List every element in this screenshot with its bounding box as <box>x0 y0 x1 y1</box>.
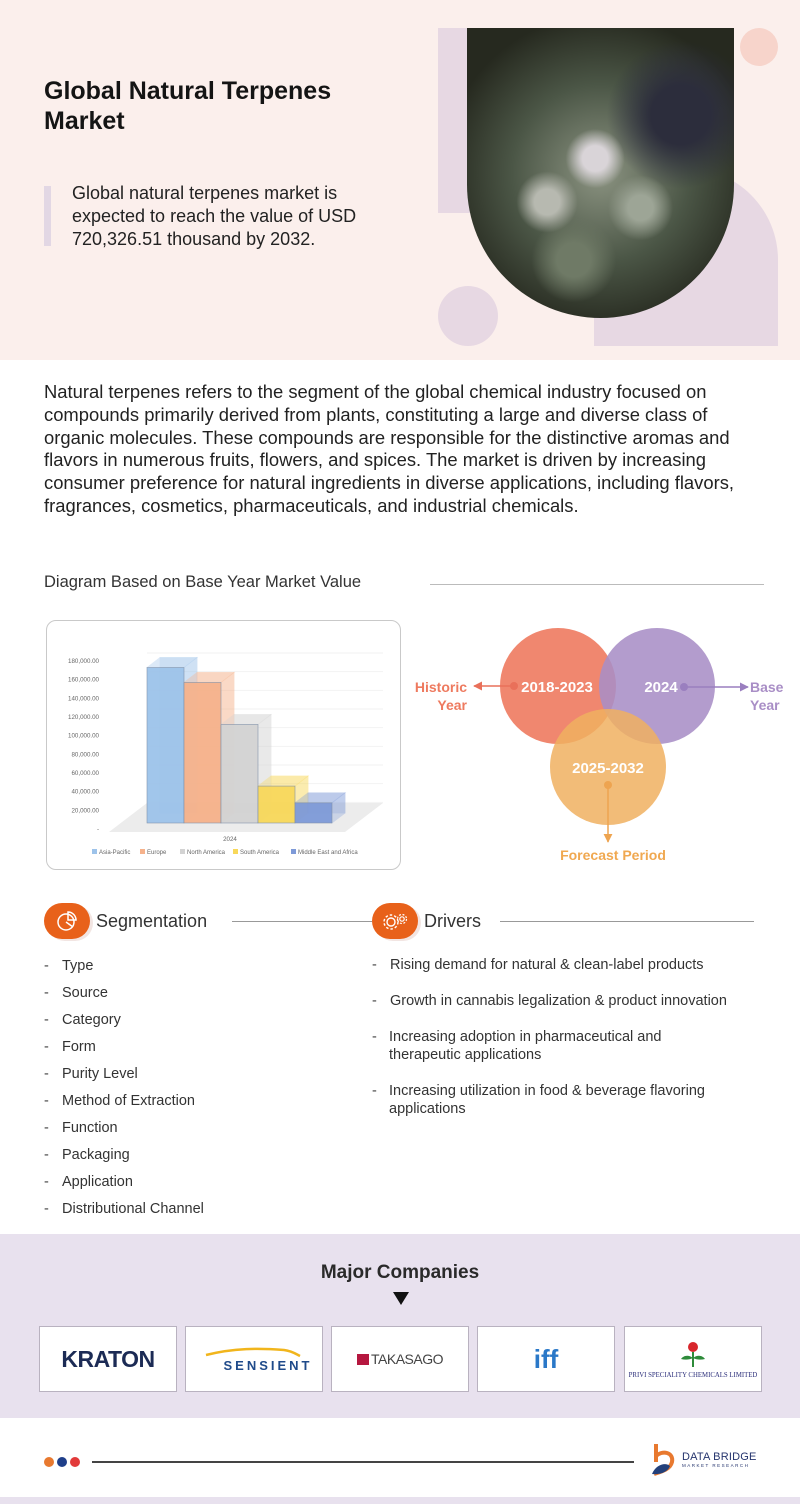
historic-dot <box>510 682 518 690</box>
y-tick-label: 60,000.00 <box>71 770 99 777</box>
legend-label-3: South America <box>240 850 280 856</box>
kraton-logo-text: KRATON <box>61 1345 155 1372</box>
footer-dot-red <box>70 1457 80 1467</box>
company-logo-takasago <box>331 1326 469 1392</box>
legend-swatch-1 <box>140 849 145 854</box>
hero-image <box>467 28 734 318</box>
x-category-label: 2024 <box>223 836 237 843</box>
bar-4 <box>295 803 332 823</box>
data-bridge-logo <box>648 1442 757 1476</box>
company-logo-privi <box>624 1326 762 1392</box>
privi-logo-text: PRIVI SPECIALITY CHEMICALS LIMITED <box>628 1371 758 1379</box>
drivers-header <box>372 903 481 939</box>
takasago-logo-text: TAKASAGO <box>371 1351 443 1367</box>
legend-swatch-3 <box>233 849 238 854</box>
legend-label-0: Asia-Pacific <box>99 850 131 856</box>
legend-label-4: Middle East and Africa <box>298 850 358 856</box>
sensient-logo-text: SENSIENT <box>223 1357 313 1373</box>
venn-svg <box>410 620 790 870</box>
diagram-heading: Diagram Based on Base Year Market Value <box>44 573 365 592</box>
drivers-badge <box>372 903 418 939</box>
segmentation-item: - Purity Level <box>44 1066 138 1082</box>
divider <box>232 921 372 922</box>
page-title: Global Natural Terpenes Market <box>44 77 332 135</box>
forecast-label: Forecast Period <box>560 847 666 863</box>
iff-logo-text: iff <box>533 1343 559 1374</box>
segmentation-item: - Method of Extraction <box>44 1093 195 1109</box>
forecast-dot <box>604 781 612 789</box>
data-bridge-mark-icon <box>648 1442 678 1476</box>
segmentation-item: - Form <box>44 1039 96 1055</box>
segmentation-item: - Application <box>44 1174 133 1190</box>
segmentation-item: - Distributional Channel <box>44 1201 204 1217</box>
timeline-venn <box>410 620 790 870</box>
drivers-list <box>372 956 732 1136</box>
data-bridge-name: DATA BRIDGE <box>682 1450 757 1463</box>
y-tick-label: 80,000.00 <box>71 751 99 759</box>
bar-1 <box>184 682 221 823</box>
company-logo-sensient <box>185 1326 323 1392</box>
y-tick-label: 100,000.00 <box>68 732 99 740</box>
bar-chart-svg <box>47 621 402 871</box>
footer-divider <box>92 1461 634 1463</box>
legend-label-2: North America <box>187 850 226 856</box>
hero-summary: Global natural terpenes market is expected to reach the value of USD 720,326.51 thousand by 2032. <box>72 183 357 249</box>
historic-label-line2: Year <box>437 697 467 713</box>
decorative-dot <box>438 286 498 346</box>
pie-chart-icon <box>56 910 78 932</box>
legend-label-1: Europe <box>147 850 167 856</box>
major-companies-section <box>0 1234 800 1418</box>
y-tick-label: 20,000.00 <box>71 807 99 815</box>
driver-item: - Rising demand for natural & clean-label products <box>372 957 704 973</box>
historic-years: 2018-2023 <box>521 679 593 696</box>
historic-label-line1: Historic <box>414 679 467 695</box>
segmentation-title: Segmentation <box>96 910 208 931</box>
drivers-title: Drivers <box>424 910 481 931</box>
y-tick-label: 180,000.00 <box>68 658 99 665</box>
segmentation-item: - Category <box>44 1012 121 1028</box>
bar-0 <box>147 668 184 823</box>
segmentation-header <box>44 903 207 939</box>
segmentation-item: - Type <box>44 958 94 974</box>
decorative-dot <box>740 28 778 66</box>
companies-title: Major Companies <box>320 1262 480 1283</box>
y-tick-label: 120,000.00 <box>68 714 99 721</box>
down-arrow-icon <box>393 1292 409 1305</box>
y-tick-label: - <box>96 826 99 833</box>
legend-swatch-4 <box>291 849 296 854</box>
base-years: 2024 <box>644 679 678 696</box>
legend-swatch-0 <box>92 849 97 854</box>
segmentation-item: - Source <box>44 985 108 1001</box>
forecast-years: 2025-2032 <box>572 760 644 777</box>
gears-icon <box>381 911 409 931</box>
legend-swatch-2 <box>180 849 185 854</box>
footer-dot-orange <box>44 1457 54 1467</box>
company-logo-iff <box>477 1326 615 1392</box>
driver-item: - Increasing utilization in food & beverage flavoring applications <box>372 1083 705 1117</box>
base-label-line1: Base <box>750 679 784 695</box>
bar-3 <box>258 786 295 823</box>
segmentation-list <box>44 956 204 1226</box>
takasago-mark-icon <box>357 1354 369 1365</box>
y-tick-label: 40,000.00 <box>71 788 99 796</box>
privi-flower-icon <box>678 1340 708 1370</box>
y-tick-label: 140,000.00 <box>68 695 99 703</box>
footer-dot-blue <box>57 1457 67 1467</box>
driver-item: - Increasing adoption in pharmaceutical and therapeutic applications <box>372 1029 662 1063</box>
segmentation-item: - Function <box>44 1120 118 1136</box>
divider <box>500 921 754 922</box>
footer-strip <box>0 1497 800 1504</box>
hero-section <box>0 0 800 360</box>
divider <box>430 584 764 585</box>
bar-chart <box>46 620 401 870</box>
segmentation-item: - Packaging <box>44 1147 130 1163</box>
bar-2 <box>221 724 258 823</box>
y-tick-label: 160,000.00 <box>68 676 99 684</box>
base-label-line2: Year <box>750 697 780 713</box>
quote-bar <box>44 186 51 246</box>
driver-item: - Growth in cannabis legalization & product innovation <box>372 993 727 1009</box>
market-description: Natural terpenes refers to the segment of the global chemical industry focused on compounds primarily derived from plants, constituting a large and diverse class of organic molecules. These compounds are responsible for the distinctive aromas and flavors in numerous fruits, flowers, and spices. The market is driven by increasing consumer preference for natural ingredients in diverse applications, including flavors, fragrances, cosmetics, pharmaceuticals, and industrial chemicals. <box>44 381 735 516</box>
data-bridge-subtitle: MARKET RESEARCH <box>682 1462 750 1468</box>
segmentation-badge <box>44 903 90 939</box>
base-dot <box>680 683 688 691</box>
sensient-swoosh-icon <box>204 1346 304 1358</box>
company-logo-kraton <box>39 1326 177 1392</box>
